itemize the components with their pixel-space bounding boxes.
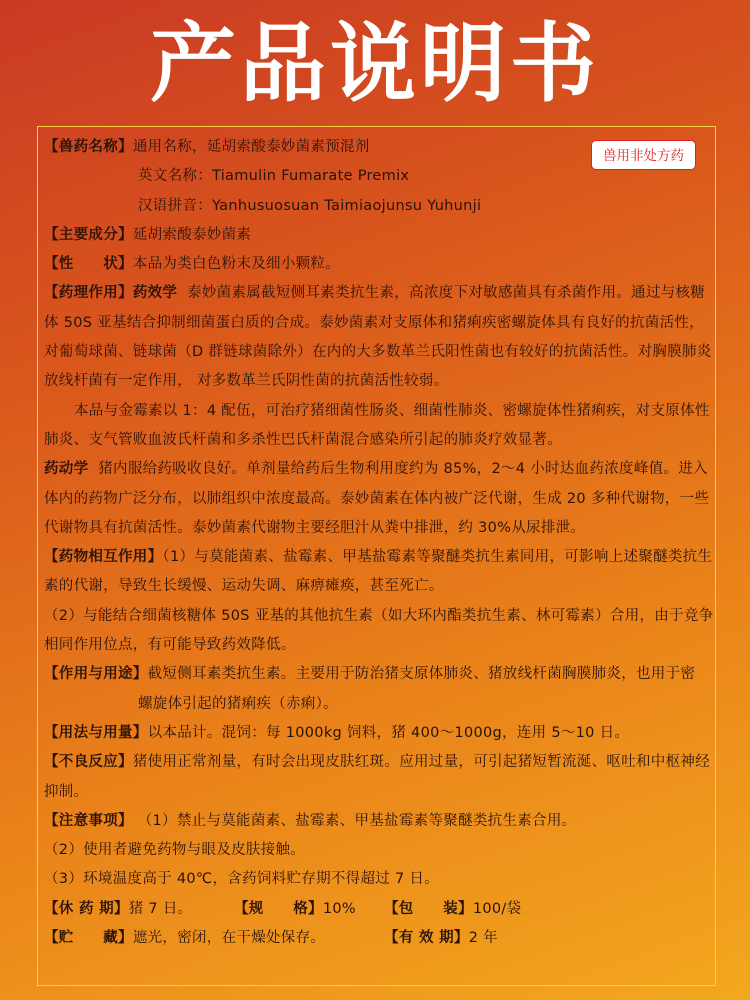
name-common-row <box>44 133 714 162</box>
withdrawal-spec-package-row <box>44 895 714 924</box>
package-text: 100/袋 <box>472 900 522 917</box>
adverse-text: 猪使用正常剂量，有时会出现皮肤红斑。应用过量，可引起猪短暂流涎、呕吐和中枢神经抑制。 <box>44 754 711 800</box>
page-title: 产品说明书 <box>150 14 600 114</box>
name-common: 通用名称，延胡索酸泰妙菌素预混剂 <box>132 139 370 155</box>
interaction-text-1: （1）与莫能菌素、盐霉素、甲基盐霉素等聚醚类抗生素同用，可影响上述聚醚类抗生素的代谢，导致生长缓慢、运动失调、麻痹瘫痪，甚至死亡。 <box>44 549 713 595</box>
pharmacology-tag: 【药理作用】 <box>44 285 133 302</box>
spec-tag: 【规 格】 <box>234 900 323 917</box>
precaution-1: （1）禁止与莫能菌素、盐霉素、甲基盐霉素等聚醚类抗生素合用。 <box>137 812 577 829</box>
usage-line-2: 螺旋体引起的猪痢疾（赤痢）。 <box>138 695 338 712</box>
leaflet-body <box>44 133 714 953</box>
usage-tag: 【作用与用途】 <box>44 666 148 683</box>
pk-label: 药动学 <box>44 461 89 478</box>
pharmacokinetics-paragraph <box>44 455 714 543</box>
pharmacodynamics-paragraph <box>44 279 714 396</box>
precaution-2: （2）使用者避免药物与眼及皮肤接触。 <box>44 842 306 859</box>
package-tag: 【包 装】 <box>384 900 473 917</box>
name-tag: 【兽药名称】 <box>44 139 133 155</box>
name-pinyin: 汉语拼音：Yanhusuosuan Taimiaojunsu Yuhunji <box>138 197 482 214</box>
otc-stamp: 兽用非处方药 <box>591 140 696 170</box>
combo-text: 本品与金霉素以 1：4 配伍，可治疗猪细菌性肠炎、细菌性肺炎、密螺旋体性猪痢疾，对支原体性肺炎、支气管败血波氏杆菌和多杀性巴氏杆菌混合感染所引起的肺炎疗效显著。 <box>44 402 710 448</box>
validity-tag: 【有 效 期】 <box>384 930 469 947</box>
ingredient-row <box>44 221 714 250</box>
interaction-item-2 <box>44 602 714 661</box>
pk-text: 猪内服给药吸收良好。单剂量给药后生物利用度约为 85%，2～4 小时达血药浓度峰值。进入体内的药物广泛分布，以肺组织中浓度最高。泰妙菌素在体内被广泛代谢，生成 20 多种代谢物，一些代谢物具有抗菌活性。泰妙菌素代谢物主要经胆汁从粪中排泄，约 30%从尿排泄。 <box>44 461 710 536</box>
interaction-tag: 【药物相互作用】 <box>44 549 163 566</box>
appearance-row <box>44 250 714 279</box>
precautions-tag: 【注意事项】 <box>44 812 133 829</box>
adverse-row <box>44 748 714 807</box>
dosage-text: 以本品计。混饲：每 1000kg 饲料，猪 400～1000g，连用 5～10 日。 <box>147 724 630 741</box>
usage-line-1: 截短侧耳素类抗生素。主要用于防治猪支原体肺炎、猪放线杆菌胸膜肺炎，也用于密 <box>147 666 696 683</box>
combination-paragraph <box>44 397 714 456</box>
interaction-text-2: （2）与能结合细菌核糖体 50S 亚基的其他抗生素（如大环内酯类抗生素、林可霉素）合用，由于竞争相同作用位点，有可能导致药效降低。 <box>44 607 714 654</box>
withdrawal-text: 猪 7 日。 <box>128 900 193 917</box>
adverse-tag: 【不良反应】 <box>44 754 133 771</box>
storage-validity-row <box>44 924 714 953</box>
dosage-row <box>44 719 714 748</box>
precautions-row <box>44 807 714 836</box>
ingredient-tag: 【主要成分】 <box>44 226 133 243</box>
ingredient-text: 延胡索酸泰妙菌素 <box>132 226 252 243</box>
dosage-tag: 【用法与用量】 <box>44 724 148 741</box>
appearance-tag: 【性 状】 <box>44 256 133 273</box>
pd-text: 泰妙菌素属截短侧耳素类抗生素，高浓度下对敏感菌具有杀菌作用。通过与核糖体 50S 亚基结合抑制细菌蛋白质的合成。泰妙菌素对支原体和猪痢疾密螺旋体具有良好的抗菌活性，对葡萄球菌、链球菌（D 群链球菌除外）在内的大多数革兰氏阳性菌也有较好的抗菌活性。对胸膜肺炎放线杆菌有一定作用， 对多数革兰氏阴性菌的抗菌活性较弱。 <box>44 285 712 390</box>
precaution-3: （3）环境温度高于 40℃，含药饲料贮存期不得超过 7 日。 <box>44 871 440 888</box>
usage-row <box>44 660 714 689</box>
validity-text: 2 年 <box>468 930 498 947</box>
pd-label: 药效学 <box>132 285 178 302</box>
storage-tag: 【贮 藏】 <box>44 930 133 947</box>
withdrawal-tag: 【休 药 期】 <box>44 900 129 917</box>
storage-text: 遮光，密闭，在干燥处保存。 <box>132 930 326 947</box>
interaction-item-1 <box>44 543 714 602</box>
name-english: 英文名称：Tiamulin Fumarate Premix <box>138 168 410 185</box>
spec-text: 10% <box>322 900 356 917</box>
appearance-text: 本品为类白色粉末及细小颗粒。 <box>132 256 341 273</box>
